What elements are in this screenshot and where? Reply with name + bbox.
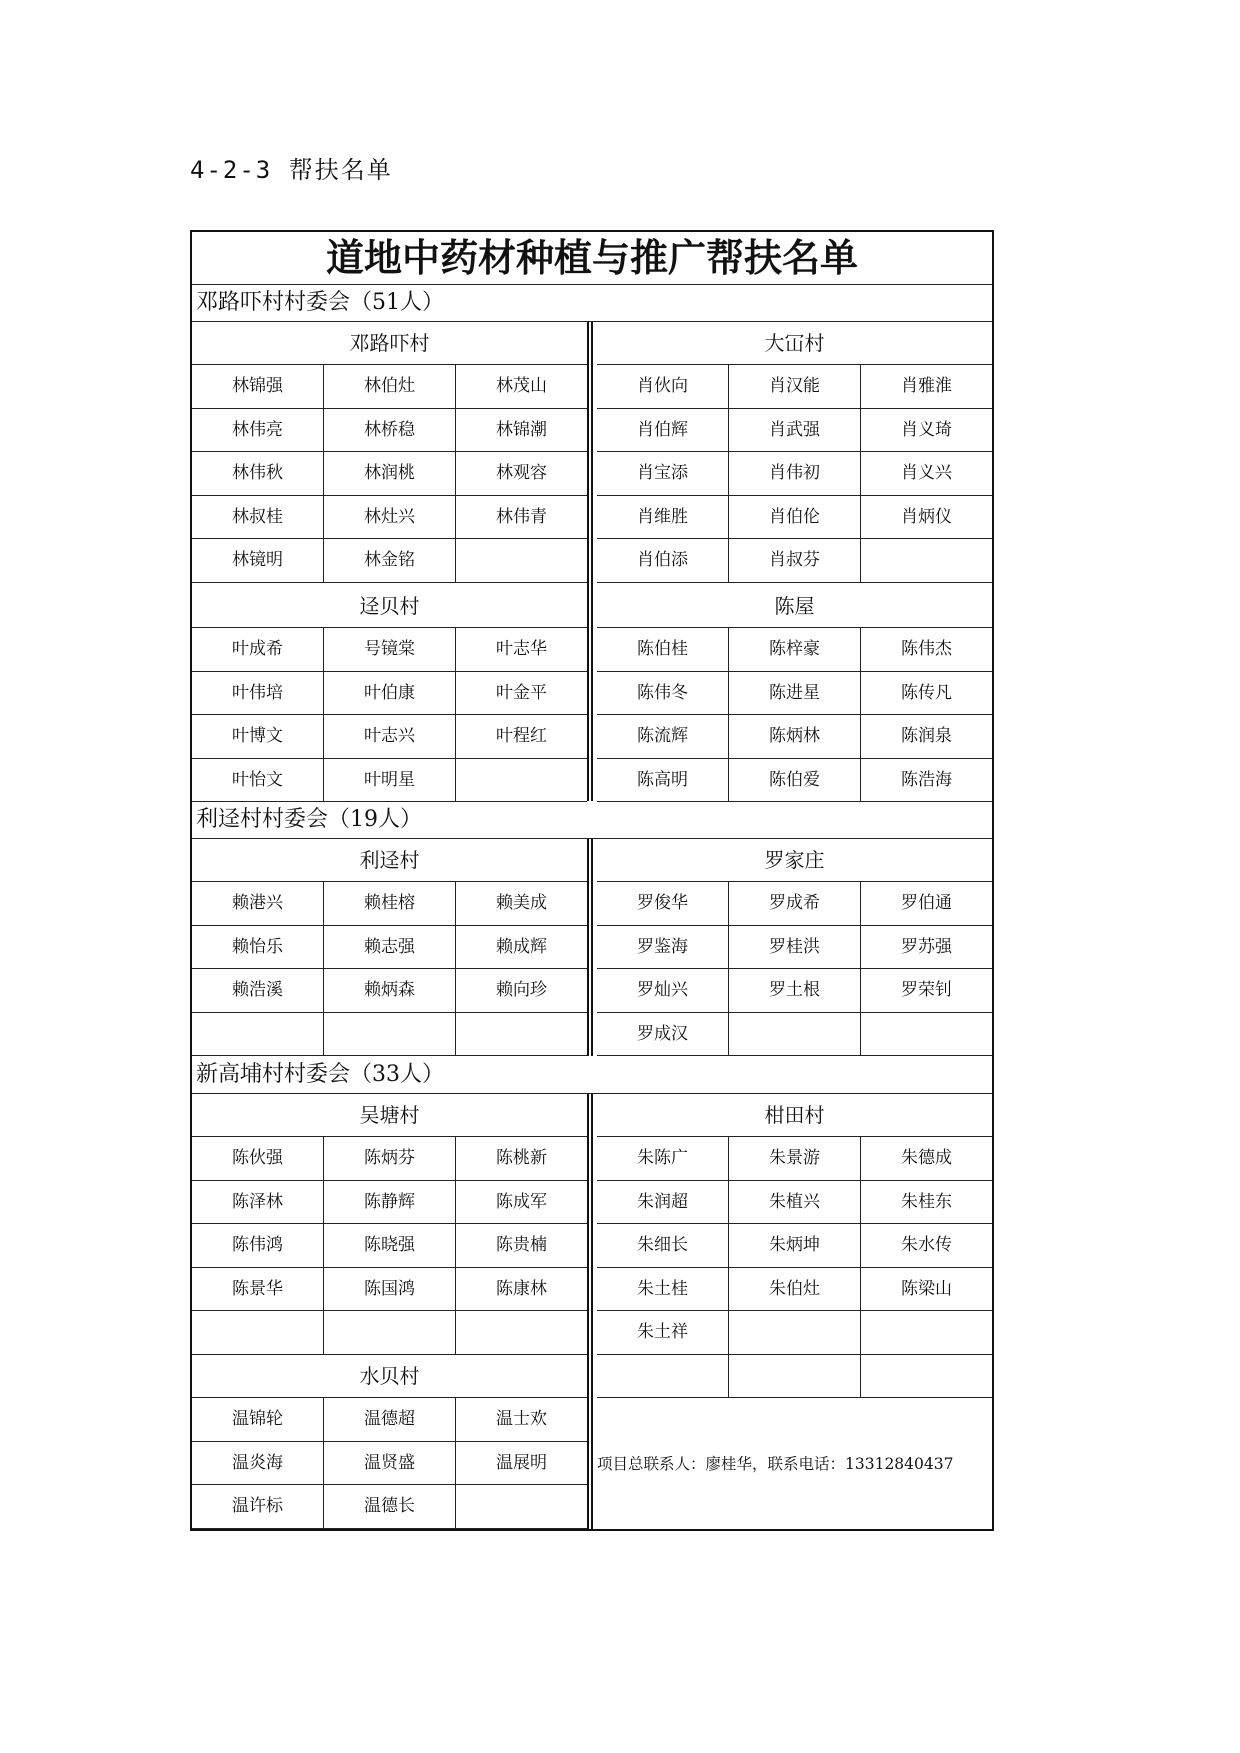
group-header: 新高埔村村委会（33人） bbox=[192, 1056, 992, 1094]
name-row bbox=[597, 1268, 992, 1312]
person-name-cell: 罗成希 bbox=[729, 882, 861, 925]
beneficiary-table bbox=[190, 230, 994, 1531]
person-name-cell: 赖向珍 bbox=[496, 980, 547, 1000]
section-caption: 4-2-3 帮扶名单 bbox=[190, 156, 393, 184]
village-name: 罗家庄 bbox=[597, 839, 992, 882]
name-row bbox=[192, 1013, 587, 1057]
name-row bbox=[192, 1224, 587, 1268]
person-name-cell: 叶志兴 bbox=[324, 715, 456, 758]
person-name-cell: 林茂山 bbox=[496, 376, 547, 396]
village-block bbox=[597, 1094, 992, 1398]
person-name-cell: 陈景华 bbox=[192, 1268, 324, 1311]
village-name: 大冚村 bbox=[597, 322, 992, 365]
village-block bbox=[597, 839, 992, 1056]
name-row bbox=[192, 409, 587, 453]
person-name-cell: 肖伯添 bbox=[597, 539, 729, 582]
person-name-cell bbox=[861, 539, 992, 582]
person-name-cell: 叶伟培 bbox=[192, 672, 324, 715]
person-name-cell: 陈静辉 bbox=[324, 1181, 456, 1224]
person-name-cell: 林锦强 bbox=[192, 365, 324, 408]
name-row bbox=[192, 1311, 587, 1355]
person-name-cell bbox=[729, 1013, 861, 1056]
village-block bbox=[597, 322, 992, 583]
column-divider bbox=[587, 322, 593, 801]
person-name-cell: 陈润泉 bbox=[901, 726, 952, 746]
person-name-cell bbox=[456, 1485, 587, 1528]
person-name-cell: 朱润超 bbox=[597, 1181, 729, 1224]
name-row bbox=[192, 365, 587, 409]
person-name-cell: 叶伯康 bbox=[324, 672, 456, 715]
person-name-cell: 肖汉能 bbox=[729, 365, 861, 408]
person-name-cell: 陈炳林 bbox=[729, 715, 861, 758]
person-name-cell: 陈桃新 bbox=[496, 1148, 547, 1168]
person-name-cell: 温贤盛 bbox=[324, 1442, 456, 1485]
person-name-cell: 陈伟鸿 bbox=[192, 1224, 324, 1267]
person-name-cell: 林灶兴 bbox=[324, 496, 456, 539]
person-name-cell: 罗俊华 bbox=[597, 882, 729, 925]
name-row bbox=[597, 1311, 992, 1355]
person-name-cell: 温展明 bbox=[496, 1452, 547, 1473]
person-name-cell: 朱细长 bbox=[597, 1224, 729, 1267]
person-name-cell: 林桥稳 bbox=[324, 409, 456, 452]
person-name-cell: 叶金平 bbox=[496, 682, 547, 703]
person-name-cell: 陈伟杰 bbox=[901, 639, 952, 659]
person-name-cell: 赖港兴 bbox=[192, 882, 324, 925]
person-name-cell bbox=[192, 1311, 324, 1354]
person-name-cell: 陈国鸿 bbox=[324, 1268, 456, 1311]
person-name-cell: 肖义兴 bbox=[901, 463, 952, 483]
name-row bbox=[597, 672, 992, 716]
name-row bbox=[597, 1137, 992, 1181]
person-name-cell bbox=[861, 1013, 992, 1056]
person-name-cell bbox=[324, 1311, 456, 1354]
village-block bbox=[192, 322, 587, 583]
name-row bbox=[597, 365, 992, 409]
person-name-cell: 林伟亮 bbox=[192, 409, 324, 452]
person-name-cell: 林镜明 bbox=[192, 539, 324, 582]
person-name-cell: 林润桃 bbox=[324, 452, 456, 495]
person-name-cell: 叶博文 bbox=[192, 715, 324, 758]
person-name-cell: 林伟秋 bbox=[192, 452, 324, 495]
person-name-cell: 温德超 bbox=[324, 1398, 456, 1441]
person-name-cell: 肖伟初 bbox=[729, 452, 861, 495]
name-row bbox=[192, 539, 587, 583]
person-name-cell: 朱土祥 bbox=[597, 1311, 729, 1354]
name-row bbox=[597, 969, 992, 1013]
person-name-cell: 温德长 bbox=[324, 1485, 456, 1528]
name-row bbox=[597, 452, 992, 496]
person-name-cell: 陈高明 bbox=[597, 759, 729, 802]
person-name-cell: 罗灿兴 bbox=[597, 969, 729, 1012]
village-name: 水贝村 bbox=[192, 1355, 587, 1398]
name-row bbox=[192, 1398, 587, 1442]
village-block bbox=[192, 1094, 587, 1355]
person-name-cell: 肖伯辉 bbox=[597, 409, 729, 452]
person-name-cell: 肖炳仪 bbox=[901, 506, 952, 527]
name-row bbox=[192, 452, 587, 496]
village-name: 迳贝村 bbox=[192, 585, 587, 628]
person-name-cell: 罗土根 bbox=[729, 969, 861, 1012]
name-row bbox=[597, 1355, 992, 1399]
table-title: 道地中药材种植与推广帮扶名单 bbox=[192, 232, 992, 285]
person-name-cell: 赖炳森 bbox=[324, 969, 456, 1012]
person-name-cell bbox=[192, 1013, 324, 1056]
person-name-cell: 赖浩溪 bbox=[192, 969, 324, 1012]
person-name-cell: 温士欢 bbox=[496, 1409, 547, 1429]
person-name-cell: 罗桂洪 bbox=[729, 926, 861, 969]
person-name-cell: 陈梓豪 bbox=[729, 628, 861, 671]
person-name-cell: 赖志强 bbox=[324, 926, 456, 969]
village-name: 柑田村 bbox=[597, 1094, 992, 1137]
person-name-cell bbox=[861, 1311, 992, 1354]
name-row bbox=[192, 926, 587, 970]
name-row bbox=[192, 1485, 587, 1529]
person-name-cell bbox=[729, 1311, 861, 1354]
person-name-cell: 肖伯伦 bbox=[729, 496, 861, 539]
person-name-cell: 号镜棠 bbox=[324, 628, 456, 671]
person-name-cell: 赖桂榕 bbox=[324, 882, 456, 925]
name-row bbox=[597, 539, 992, 583]
contact-info: 项目总联系人：廖桂华，联系电话：13312840437 bbox=[597, 1455, 954, 1473]
name-row bbox=[192, 1268, 587, 1312]
person-name-cell: 朱景游 bbox=[729, 1137, 861, 1180]
person-name-cell bbox=[456, 1311, 587, 1354]
person-name-cell: 赖美成 bbox=[496, 893, 547, 913]
person-name-cell: 肖义琦 bbox=[901, 419, 952, 440]
contact-area bbox=[597, 1399, 992, 1529]
village-block bbox=[597, 585, 992, 802]
name-row bbox=[192, 1137, 587, 1181]
village-name: 邓路吓村 bbox=[192, 322, 587, 365]
person-name-cell: 朱炳坤 bbox=[729, 1224, 861, 1267]
name-row bbox=[597, 715, 992, 759]
person-name-cell: 朱水传 bbox=[901, 1235, 952, 1255]
name-row bbox=[597, 409, 992, 453]
person-name-cell: 温锦轮 bbox=[192, 1398, 324, 1441]
person-name-cell: 叶程红 bbox=[496, 726, 547, 746]
person-name-cell: 罗荣钊 bbox=[901, 980, 952, 1000]
person-name-cell: 林金铭 bbox=[324, 539, 456, 582]
person-name-cell: 肖维胜 bbox=[597, 496, 729, 539]
person-name-cell: 林观容 bbox=[496, 463, 547, 483]
person-name-cell: 肖伙向 bbox=[597, 365, 729, 408]
person-name-cell: 林伯灶 bbox=[324, 365, 456, 408]
village-name: 吴塘村 bbox=[192, 1094, 587, 1137]
person-name-cell: 陈贵楠 bbox=[496, 1235, 547, 1255]
person-name-cell: 罗苏强 bbox=[901, 936, 952, 957]
group-header: 利迳村村委会（19人） bbox=[192, 801, 992, 839]
column-divider bbox=[587, 1094, 593, 1529]
name-row bbox=[192, 1442, 587, 1486]
person-name-cell bbox=[597, 1355, 729, 1398]
person-name-cell: 朱土桂 bbox=[597, 1268, 729, 1311]
person-name-cell: 陈晓强 bbox=[324, 1224, 456, 1267]
person-name-cell: 朱德成 bbox=[901, 1148, 952, 1168]
person-name-cell bbox=[324, 1013, 456, 1056]
name-row bbox=[192, 882, 587, 926]
person-name-cell: 陈伯桂 bbox=[597, 628, 729, 671]
person-name-cell: 朱伯灶 bbox=[729, 1268, 861, 1311]
village-block bbox=[192, 1355, 587, 1529]
person-name-cell: 陈进星 bbox=[729, 672, 861, 715]
person-name-cell: 肖宝添 bbox=[597, 452, 729, 495]
person-name-cell: 朱桂东 bbox=[901, 1191, 952, 1212]
person-name-cell: 朱陈广 bbox=[597, 1137, 729, 1180]
name-row bbox=[597, 1224, 992, 1268]
name-row bbox=[597, 628, 992, 672]
column-divider bbox=[587, 839, 593, 1056]
person-name-cell: 林锦潮 bbox=[496, 419, 547, 440]
name-row bbox=[192, 1181, 587, 1225]
person-name-cell: 叶怡文 bbox=[192, 759, 324, 802]
person-name-cell: 叶明星 bbox=[324, 759, 456, 802]
name-row bbox=[597, 926, 992, 970]
person-name-cell: 陈浩海 bbox=[901, 769, 952, 790]
name-row bbox=[597, 496, 992, 540]
name-row bbox=[597, 1013, 992, 1057]
person-name-cell: 陈伙强 bbox=[192, 1137, 324, 1180]
person-name-cell: 温许标 bbox=[192, 1485, 324, 1528]
name-row bbox=[597, 1181, 992, 1225]
person-name-cell: 林伟青 bbox=[496, 506, 547, 527]
person-name-cell bbox=[456, 539, 587, 582]
name-row bbox=[192, 759, 587, 803]
village-name: 利迳村 bbox=[192, 839, 587, 882]
name-row bbox=[192, 672, 587, 716]
name-row bbox=[597, 759, 992, 803]
person-name-cell: 叶成希 bbox=[192, 628, 324, 671]
person-name-cell: 肖武强 bbox=[729, 409, 861, 452]
person-name-cell: 陈康林 bbox=[496, 1278, 547, 1299]
person-name-cell: 陈成军 bbox=[496, 1191, 547, 1212]
person-name-cell bbox=[456, 1013, 587, 1056]
person-name-cell bbox=[729, 1355, 861, 1398]
name-row bbox=[192, 496, 587, 540]
person-name-cell: 林叔桂 bbox=[192, 496, 324, 539]
village-block bbox=[192, 585, 587, 802]
person-name-cell: 罗伯通 bbox=[901, 893, 952, 913]
person-name-cell: 陈伟冬 bbox=[597, 672, 729, 715]
name-row bbox=[597, 882, 992, 926]
name-row bbox=[192, 715, 587, 759]
person-name-cell: 陈炳芬 bbox=[324, 1137, 456, 1180]
person-name-cell: 陈传凡 bbox=[901, 682, 952, 703]
person-name-cell: 陈流辉 bbox=[597, 715, 729, 758]
name-row bbox=[192, 628, 587, 672]
person-name-cell: 陈梁山 bbox=[901, 1278, 952, 1299]
person-name-cell: 肖叔芬 bbox=[729, 539, 861, 582]
village-block bbox=[192, 839, 587, 1056]
person-name-cell: 罗成汉 bbox=[597, 1013, 729, 1056]
person-name-cell bbox=[456, 759, 587, 802]
person-name-cell: 温炎海 bbox=[192, 1442, 324, 1485]
group-header: 邓路吓村村委会（51人） bbox=[192, 284, 992, 322]
person-name-cell: 罗鉴海 bbox=[597, 926, 729, 969]
person-name-cell: 陈伯爱 bbox=[729, 759, 861, 802]
person-name-cell: 赖成辉 bbox=[496, 936, 547, 957]
person-name-cell: 叶志华 bbox=[496, 639, 547, 659]
person-name-cell: 朱植兴 bbox=[729, 1181, 861, 1224]
person-name-cell: 陈泽林 bbox=[192, 1181, 324, 1224]
village-name: 陈屋 bbox=[597, 585, 992, 628]
person-name-cell: 肖雅淮 bbox=[901, 376, 952, 396]
person-name-cell bbox=[861, 1355, 992, 1398]
name-row bbox=[192, 969, 587, 1013]
person-name-cell: 赖怡乐 bbox=[192, 926, 324, 969]
